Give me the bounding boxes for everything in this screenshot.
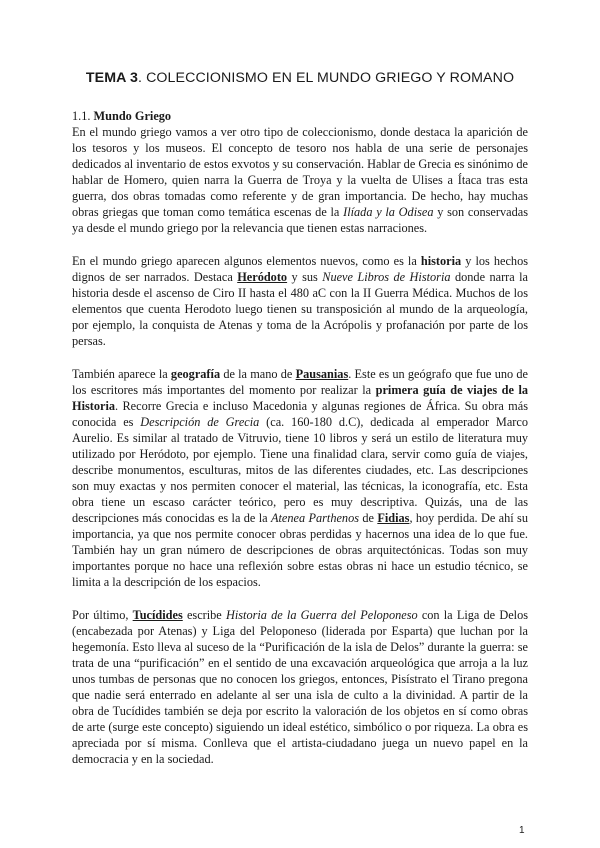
p2-bold-underline: Heródoto (237, 270, 288, 284)
paragraph-2 (72, 253, 528, 349)
p2-text: En el mundo griego aparecen algunos elementos nuevos, como es la (72, 254, 421, 268)
document-page (72, 70, 528, 784)
p1-text: En el mundo griego vamos a ver otro tipo de coleccionismo, donde destaca la aparición de los tesoros y los museos. El concepto de tesoro nos habla de una serie de personajes dedicados al inventario de estos exvotos y su conservación. Hablar de Grecia es sinónimo de hablar de Homero, quien narra la Guerra de Troya y la vuelta de Ulises a Ítaca tras esta guerra, dos obras tomadas como referente y de gran importancia. De hecho, hay muchas obras griegas que toman como temática escenas de la (72, 125, 528, 219)
p3-text: (ca. 160-180 d.C), dedicada al emperador Marco Aurelio. Es similar al tratado de Vitruvio, tiene 10 libros y será un estilo de literatura muy utilizado por Heródoto, por ejemplo. Tiene una finalidad clara, servir como guía de viajes, describe monumentos, esculturas, mitos de las diferentes ciudades, etc. Las descripciones son muy exactas y nos permiten conocer el material, las técnicas, la iconografía, etc. Esta obra tiene un escaso carácter teórico, pero es muy descriptiva. Quizás, una de las descripciones más conocidas es la de la (72, 415, 528, 525)
paragraph-3 (72, 366, 528, 590)
p3-bold: primera guía de viajes de la Historia (72, 383, 529, 413)
p3-italic: Atenea Parthenos (270, 511, 360, 525)
p3-text: También aparece la (72, 367, 171, 381)
p3-bold-underline: Fidias (377, 511, 410, 525)
p3-bold-underline: Pausanias (295, 367, 349, 381)
p2-text: y sus (287, 270, 323, 284)
section-heading (72, 108, 528, 124)
document-title (72, 70, 528, 86)
p3-text: de la mano de (220, 367, 296, 381)
paragraph-1 (72, 124, 528, 236)
page-number: 1 (519, 825, 525, 836)
p4-text: escribe (182, 608, 226, 622)
p4-italic: Historia de la Guerra del Peloponeso (225, 608, 418, 622)
p2-text: y los hechos dignos de ser narrados. Destaca (72, 254, 529, 284)
p3-bold: geografía (170, 367, 221, 381)
title-text: . COLECCIONISMO EN EL MUNDO GRIEGO Y ROMANO (137, 70, 515, 86)
p2-italic: Nueve Libros de Historia (322, 270, 451, 284)
p3-text: . Recorre Grecia e incluso Macedonia y algunas regiones de África. Su obra más conocida es (72, 399, 528, 429)
p2-bold: historia (420, 254, 462, 268)
p1-italic: Ilíada y la Odisea (343, 205, 434, 219)
p3-text: , hoy perdida. De ahí su importancia, ya que nos permite conocer obras perdidas y hacernos una idea de lo que fue. También hay un gran número de descripciones de obras arquitectónicas. Todas son muy importantes porque no hace una reflexión sobre estas obras ni hace un estudio técnico, se limita a la descripción de los espacios. (72, 511, 528, 589)
section-number: 1.1. (72, 109, 94, 123)
paragraph-4 (72, 607, 528, 767)
p3-italic: Descripción de Grecia (140, 415, 260, 429)
p4-text: con la Liga de Delos (encabezada por Atenas) y Liga del Peloponeso (liderada por Esparta) que luchan por la hegemonía. Esto lleva al suceso de la “Purificación de la isla de Delos” durante la guerra: se trata de una “purificación” en el sentido de una excavación arqueológica que arroja a la luz unos tumbas de personas que no conocen los griegos, entonces, Pisístrato el Tirano pregona que nadie será enterrado en adelante al ser una isla de culto a la divinidad. A partir de la obra de Tucídides también se deja por escrito la valoración de los objetos en sí como obras de arte (surge este concepto) siguiendo un ideal estético, simbólico o por riqueza. La obra es apreciada por sí misma. Conlleva que el artista-ciudadano juega un nuevo papel en la democracia y en la sociedad. (72, 608, 529, 766)
p4-bold-underline: Tucídides (132, 608, 183, 622)
p3-text: . Este es un geógrafo que fue uno de los escritores más importantes del momento por realizar la (72, 367, 528, 397)
title-number: TEMA 3 (85, 70, 138, 86)
p2-text: donde narra la historia desde el ascenso de Ciro II hasta el 480 aC con la II Guerra Médica. Muchos de los elementos que cuenta Herodoto luego tienen su transposición al mundo de la arqueología, por ejemplo, la conquista de Atenas y toma de la Acrópolis y profanación por parte de los persas. (72, 270, 529, 348)
section-name: Mundo Griego (93, 109, 172, 123)
p1-text: y son conservadas ya desde el mundo griego por la relevancia que tienen estas narraciones. (72, 205, 528, 235)
p4-text: Por último, (72, 608, 133, 622)
p3-text: de (359, 511, 378, 525)
